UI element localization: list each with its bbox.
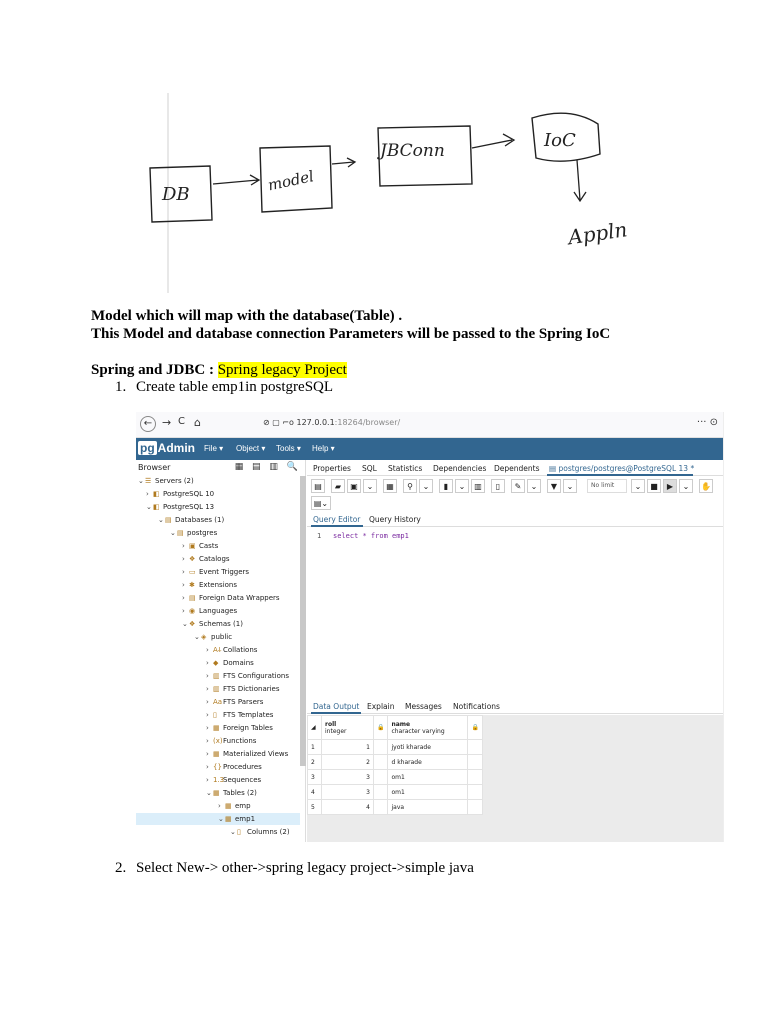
pgadmin-header [136,438,724,460]
tree-node-icon: ◧ [153,503,160,511]
tree-item[interactable] [182,566,249,578]
tree-item[interactable] [182,592,280,604]
tree-item[interactable] [206,644,257,656]
home-icon[interactable]: ⌂ [194,416,201,429]
jbconn-label: JBConn [380,141,445,161]
active-tab-indicator [547,474,693,476]
chevron-right-icon[interactable]: › [218,802,221,810]
pgadmin-logo-text: Admin [157,441,196,455]
chevron-down-icon[interactable]: ⌄ [230,828,236,836]
tree-node-icon: Aa [213,698,223,706]
tree-node-icon: ▦ [225,815,232,823]
cell-name[interactable]: om1 [388,785,468,800]
tree-item[interactable] [206,748,288,760]
column-name: roll [325,720,337,728]
tree-item-label: public [211,633,233,641]
line-number: 1 [317,532,322,540]
chevron-down-icon[interactable]: ⌄ [206,789,212,797]
chevron-right-icon[interactable]: › [206,659,209,667]
tree-node-icon: ▭ [189,568,196,576]
row-number[interactable]: 2 [308,755,322,770]
chevron-down-icon[interactable]: ⌄ [182,620,188,628]
tree-node-icon: 1.3 [213,776,225,784]
chevron-right-icon[interactable]: › [182,555,185,563]
object-browser [136,460,306,842]
step-1-number: 1. [115,379,127,395]
column-header-roll[interactable] [322,716,374,740]
grid-corner: ◢ [308,716,322,740]
save-icon[interactable]: ▣ [347,479,361,493]
macros-icon[interactable]: ▤⌄ [311,496,331,510]
chevron-right-icon[interactable]: › [206,763,209,771]
column-type: character varying [391,727,445,735]
tree-item-label: FTS Dictionaries [223,685,280,693]
tab-query-history[interactable]: Query History [369,515,421,524]
filter-icon[interactable]: ▼ [547,479,561,493]
tree-item-label: PostgreSQL 10 [163,490,215,498]
chevron-down-icon[interactable]: ⌄ [170,529,176,537]
tree-item[interactable] [182,605,237,617]
step-1-text: Create table emp1in postgreSQL [136,379,334,395]
tree-item-label: Extensions [199,581,238,589]
delete-icon[interactable]: ▯ [491,479,505,493]
tab-properties[interactable]: Properties [313,464,351,473]
cell-roll[interactable]: 3 [322,770,374,785]
tree-item-label: Domains [223,659,254,667]
row-number[interactable]: 4 [308,785,322,800]
tab-query[interactable]: ▤ postgres/postgres@PostgreSQL 13 * [549,464,695,473]
chevron-down-icon[interactable]: ⌄ [146,503,152,511]
save-dropdown-icon[interactable]: ⌄ [363,479,377,493]
pgadmin-logo [138,441,195,455]
column-name: name [391,720,411,728]
table-icon[interactable]: ▦ [383,479,397,493]
tree-item[interactable] [206,696,263,708]
query-toolbar [307,477,724,511]
url-host: 127.0.0.1 [296,418,335,427]
tree-node-icon: ▦ [213,789,220,797]
tree-item[interactable] [182,579,237,591]
chevron-right-icon[interactable]: › [182,568,185,576]
tab-dependencies[interactable]: Dependencies [433,464,487,473]
tree-item-label: Databases (1) [175,516,225,524]
data-output-area [307,715,724,842]
tree-item[interactable] [206,722,273,734]
handwritten-diagram [140,88,660,298]
tree-item[interactable] [206,735,256,747]
tree-item-label: Servers (2) [155,477,194,485]
main-tabs [307,460,724,476]
row-number[interactable]: 3 [308,770,322,785]
tree-item-label: PostgreSQL 13 [163,503,215,511]
chevron-right-icon[interactable]: › [206,711,209,719]
cell-spacer [374,800,388,815]
pgadmin-logo-box: pg [140,441,155,455]
tree-node-icon: ◉ [189,607,196,615]
tree-node-icon: ❖ [189,620,196,628]
menu-object[interactable]: Object ▾ [236,444,266,453]
chevron-right-icon[interactable]: › [206,737,209,745]
tab-query-editor[interactable]: Query Editor [313,515,361,524]
db-icon[interactable]: ▤ [311,479,325,493]
chevron-down-icon[interactable]: ⌄ [194,633,200,641]
chevron-down-icon[interactable]: ⌄ [138,477,144,485]
firefox-toolbar [136,412,724,438]
section-heading-prefix: Spring and JDBC : [91,362,218,378]
tree-item[interactable] [146,488,214,500]
doc-line-model: Model which will map with the database(Table) . [91,308,403,324]
tab-sql[interactable]: SQL [362,464,377,473]
tree-item[interactable] [206,657,254,669]
menu-file[interactable]: File ▾ [204,444,224,453]
sql-code[interactable]: select * from emp1 [333,532,409,540]
chevron-down-icon[interactable]: ⌄ [158,516,164,524]
query-tool [307,460,724,842]
limit-dropdown-icon[interactable]: ⌄ [631,479,645,493]
tree-item[interactable] [182,540,218,552]
db-label: DB [162,184,190,205]
tree-node-icon: ✱ [189,581,195,589]
tree-item-label: FTS Configurations [223,672,289,680]
table-row[interactable] [308,755,483,770]
tree-item-label: emp [235,802,251,810]
tree-node-icon: ▣ [189,542,196,550]
tree-item-label: Languages [199,607,238,615]
cell-spacer [374,770,388,785]
tab-messages[interactable]: Messages [405,702,442,711]
chevron-right-icon[interactable]: › [206,724,209,732]
stop-icon[interactable]: ■ [647,479,661,493]
tree-node-icon: ☰ [145,477,152,485]
tree-item[interactable] [218,800,251,812]
tree-node-icon: ▯ [213,711,217,719]
tree-node-icon: ◆ [213,659,219,667]
cell-roll[interactable]: 3 [322,785,374,800]
tree-item[interactable] [182,553,230,565]
result-grid [307,715,483,815]
tree-item[interactable] [206,683,280,695]
tree-item[interactable] [170,527,217,539]
sql-editor[interactable] [307,528,724,696]
tree-node-icon: {} [213,763,222,771]
row-limit-select[interactable]: No limit [587,479,627,493]
section-heading [91,361,347,379]
tree-item[interactable] [206,774,261,786]
explain-icon[interactable]: ✋ [699,479,713,493]
tree-item-label: Event Triggers [199,568,250,576]
tree-node-icon: ▥ [213,672,220,680]
tree-node-icon: ▦ [213,750,220,758]
open-file-icon[interactable]: ▰ [331,479,345,493]
execute-dropdown-icon[interactable]: ⌄ [679,479,693,493]
chevron-down-icon[interactable]: ⌄ [218,815,224,823]
url-bar[interactable] [263,418,400,427]
tree-item[interactable] [206,787,257,799]
tree-item-label: emp1 [235,815,256,823]
edit-dropdown-icon[interactable]: ⌄ [527,479,541,493]
cell-roll[interactable]: 2 [322,755,374,770]
edit-icon[interactable]: ✎ [511,479,525,493]
tree-item[interactable] [206,670,289,682]
tree-item-label: Sequences [223,776,262,784]
row-number[interactable]: 5 [308,800,322,815]
menu-tools[interactable]: Tools ▾ [276,444,301,453]
tree-node-icon: ▦ [225,802,232,810]
tree-node-icon: ▤ [165,516,172,524]
chevron-right-icon[interactable]: › [146,490,149,498]
output-tab-indicator [311,712,361,714]
chevron-right-icon[interactable]: › [182,594,185,602]
chevron-right-icon[interactable]: › [206,646,209,654]
paste-icon[interactable]: ▥ [471,479,485,493]
tree-item-label: FTS Parsers [223,698,264,706]
lock-icon: 🔒 [374,716,388,740]
tree-node-icon: (x) [213,737,223,745]
cell-spacer [468,755,482,770]
tab-explain[interactable]: Explain [367,702,395,711]
cell-roll[interactable]: 4 [322,800,374,815]
browser-tool-icons[interactable]: ▦ ▤ ▥ 🔍 [234,462,301,472]
cell-name[interactable]: om1 [388,770,468,785]
step-2-number: 2. [115,860,127,876]
tree-item-label: Foreign Data Wrappers [199,594,280,602]
tab-data-output[interactable]: Data Output [313,702,360,711]
copy-icon[interactable]: ▮ [439,479,453,493]
forward-icon[interactable]: → [162,416,172,429]
cell-spacer [468,800,482,815]
pgadmin-screenshot [136,412,724,842]
query-tab-indicator [311,525,363,527]
tree-item-label: Schemas (1) [199,620,243,628]
tree-item-label: postgres [187,529,218,537]
filter-dropdown-icon[interactable]: ⌄ [563,479,577,493]
cell-spacer [374,755,388,770]
tree-item[interactable] [138,475,194,487]
tree-item[interactable] [206,709,273,721]
tab-dependents[interactable]: Dependents [494,464,540,473]
tree-node-icon: ▥ [213,685,220,693]
chevron-right-icon[interactable]: › [206,685,209,693]
appln-label: Appln [566,217,629,250]
chevron-right-icon[interactable]: › [182,542,185,550]
page-actions-icon[interactable]: ··· ⊙ [696,417,718,428]
tab-query-label: postgres/postgres@PostgreSQL 13 * [558,464,695,473]
tree-item[interactable] [218,813,255,825]
chevron-right-icon[interactable]: › [206,672,209,680]
tree-item[interactable] [146,501,214,513]
find-dropdown-icon[interactable]: ⌄ [419,479,433,493]
chevron-right-icon[interactable]: › [182,581,185,589]
tab-statistics[interactable]: Statistics [388,464,423,473]
chevron-right-icon[interactable]: › [182,607,185,615]
table-row[interactable] [308,770,483,785]
tree-item-label: Catalogs [199,555,230,563]
tree-node-icon: ❖ [189,555,196,563]
url-path: :18264/browser/ [334,418,401,427]
doc-line-ioc: This Model and database connection Parameters will be passed to the Spring IoC [91,326,611,342]
step-2-text: Select New-> other->spring legacy project->simple java [136,860,474,876]
tree-node-icon: ▤ [189,594,196,602]
back-icon[interactable]: ← [140,416,156,432]
copy-dropdown-icon[interactable]: ⌄ [455,479,469,493]
tree-item-label: Columns (2) [247,828,290,836]
output-tabs [307,700,724,714]
browser-scrollbar[interactable] [300,476,306,766]
tree-node-icon: ◧ [153,490,160,498]
row-number[interactable]: 1 [308,740,322,755]
tree-node-icon: ▦ [213,724,220,732]
tree-item[interactable] [230,826,290,838]
browser-title: Browser [138,463,171,472]
tree-item-label: Collations [223,646,258,654]
tree-item-label: Tables (2) [223,789,257,797]
table-row[interactable] [308,785,483,800]
menu-help[interactable]: Help ▾ [312,444,335,453]
section-heading-highlight: Spring legacy Project [217,362,347,378]
tree-item-label: Materialized Views [223,750,289,758]
chevron-right-icon[interactable]: › [206,750,209,758]
url-security-icons: ⊘ ▢ ⌐o [263,418,294,427]
tree-item-label: Procedures [223,763,262,771]
tree-item[interactable] [158,514,224,526]
find-icon[interactable]: ⚲ [403,479,417,493]
tree-node-icon: ▯ [237,828,241,836]
table-row[interactable] [308,740,483,755]
table-row[interactable] [308,800,483,815]
chevron-right-icon[interactable]: › [206,776,209,784]
cell-name[interactable]: d kharade [388,755,468,770]
tree-item-label: Casts [199,542,219,550]
cell-name[interactable]: jyoti kharade [388,740,468,755]
cell-spacer [468,740,482,755]
tree-item[interactable] [206,761,262,773]
tab-notifications[interactable]: Notifications [453,702,500,711]
chevron-right-icon[interactable]: › [206,698,209,706]
tree-node-icon: ◈ [201,633,207,641]
cell-spacer [468,785,482,800]
cell-roll[interactable]: 1 [322,740,374,755]
cell-name[interactable]: java [388,800,468,815]
ioc-label: IoC [544,130,576,151]
cell-spacer [468,770,482,785]
column-type: integer [325,727,347,735]
cell-spacer [374,785,388,800]
query-editor-tabs [307,513,724,527]
tree-item-label: Foreign Tables [223,724,273,732]
tree-item[interactable] [182,618,243,630]
model-label: model [266,167,316,195]
tree-node-icon: Aↆ [213,646,222,654]
execute-icon[interactable]: ▶ [663,479,677,493]
reload-icon[interactable]: C [178,416,185,427]
tree-node-icon: ▤ [177,529,184,537]
cell-spacer [374,740,388,755]
tree-item-label: Functions [223,737,257,745]
lock-icon: 🔒 [468,716,482,740]
tree-item[interactable] [194,631,232,643]
tree-item-label: FTS Templates [223,711,274,719]
column-header-name[interactable] [388,716,468,740]
